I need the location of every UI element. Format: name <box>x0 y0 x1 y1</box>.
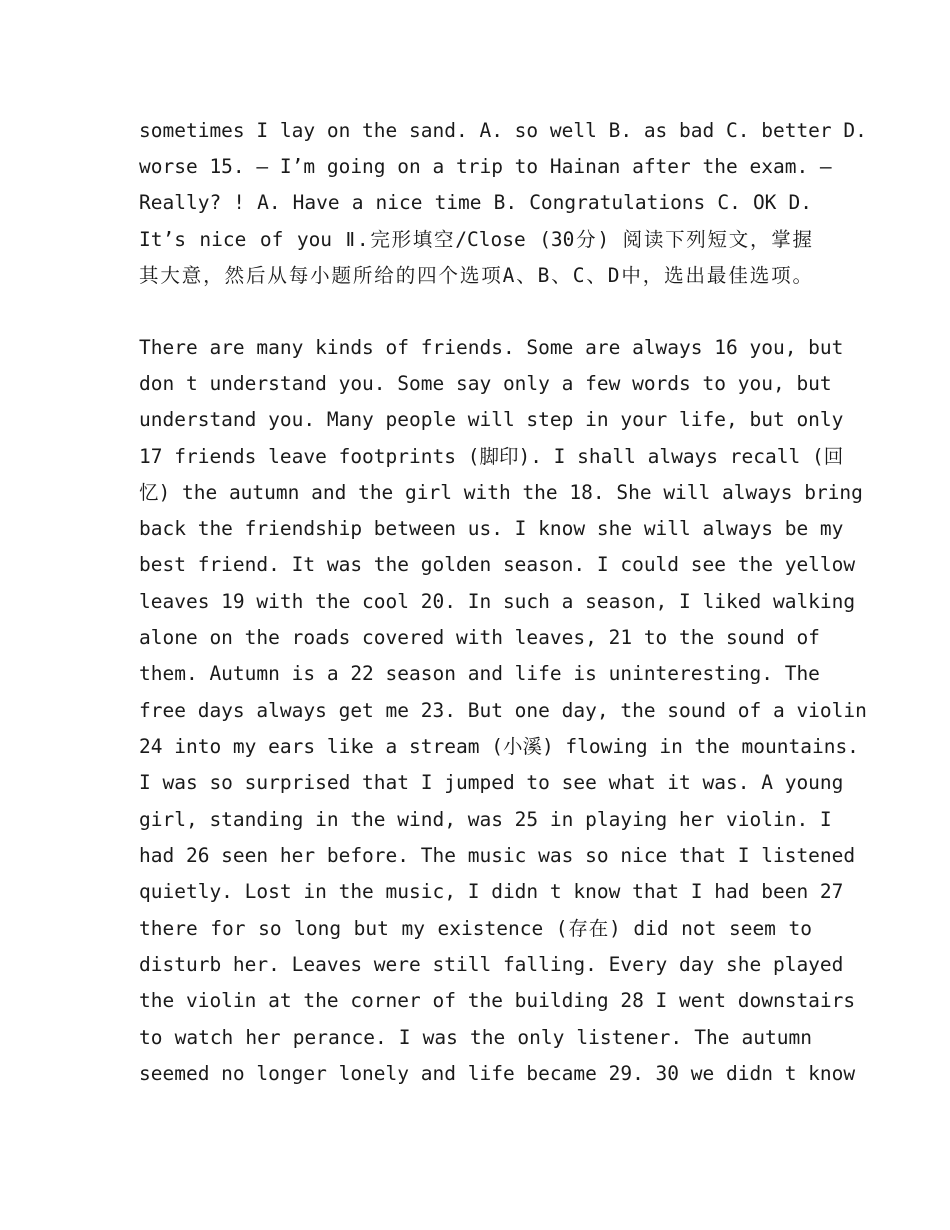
text-line: leaves 19 with the cool 20. In such a season, I liked walking <box>139 590 856 613</box>
text-line: back the friendship between us. I know she will always be my <box>139 517 844 540</box>
text-line: there for so long but my existence (存在) did not seem to <box>139 917 812 940</box>
text-line: 忆) the autumn and the girl with the 18. She will always bring <box>139 481 863 504</box>
text-line: to watch her perance. I was the only listener. The autumn <box>139 1026 812 1049</box>
text-line: them. Autumn is a 22 season and life is uninteresting. The <box>139 662 820 685</box>
text-line: quietly. Lost in the music, I didn t know that I had been 27 <box>139 880 844 903</box>
text-line: alone on the roads covered with leaves, 21 to the sound of <box>139 626 820 649</box>
text-line: free days always get me 23. But one day, the sound of a violin <box>139 699 867 722</box>
text-line: best friend. It was the golden season. I could see the yellow <box>139 553 856 576</box>
text-line: 其大意，然后从每小题所给的四个选项A、B、C、D中，选出最佳选项。 <box>139 264 812 287</box>
text-line: seemed no longer lonely and life became 29. 30 we didn t know <box>139 1062 856 1085</box>
text-line: the violin at the corner of the building 28 I went downstairs <box>139 989 856 1012</box>
text-line: There are many kinds of friends. Some are always 16 you, but <box>139 336 844 359</box>
text-line: I was so surprised that I jumped to see what it was. A young <box>139 771 844 794</box>
text-line: worse 15. — I’m going on a trip to Hainan after the exam. — <box>139 155 832 178</box>
text-line: don t understand you. Some say only a few words to you, but <box>139 372 832 395</box>
text-line: 17 friends leave footprints (脚印). I shall always recall (回 <box>139 445 844 468</box>
text-line: Really? ! A. Have a nice time B. Congratulations C. OK D. <box>139 191 812 214</box>
text-line: girl, standing in the wind, was 25 in playing her violin. I <box>139 808 832 831</box>
text-line: understand you. Many people will step in your life, but only <box>139 408 844 431</box>
text-line: had 26 seen her before. The music was so nice that I listened <box>139 844 856 867</box>
text-line: sometimes I lay on the sand. A. so well B. as bad C. better D. <box>139 119 867 142</box>
text-line: 24 into my ears like a stream (小溪) flowing in the mountains. <box>139 735 859 758</box>
text-line: disturb her. Leaves were still falling. Every day she played <box>139 953 844 976</box>
text-line: It’s nice of you Ⅱ.完形填空/Close (30分) 阅读下列短文，掌握 <box>139 228 812 251</box>
